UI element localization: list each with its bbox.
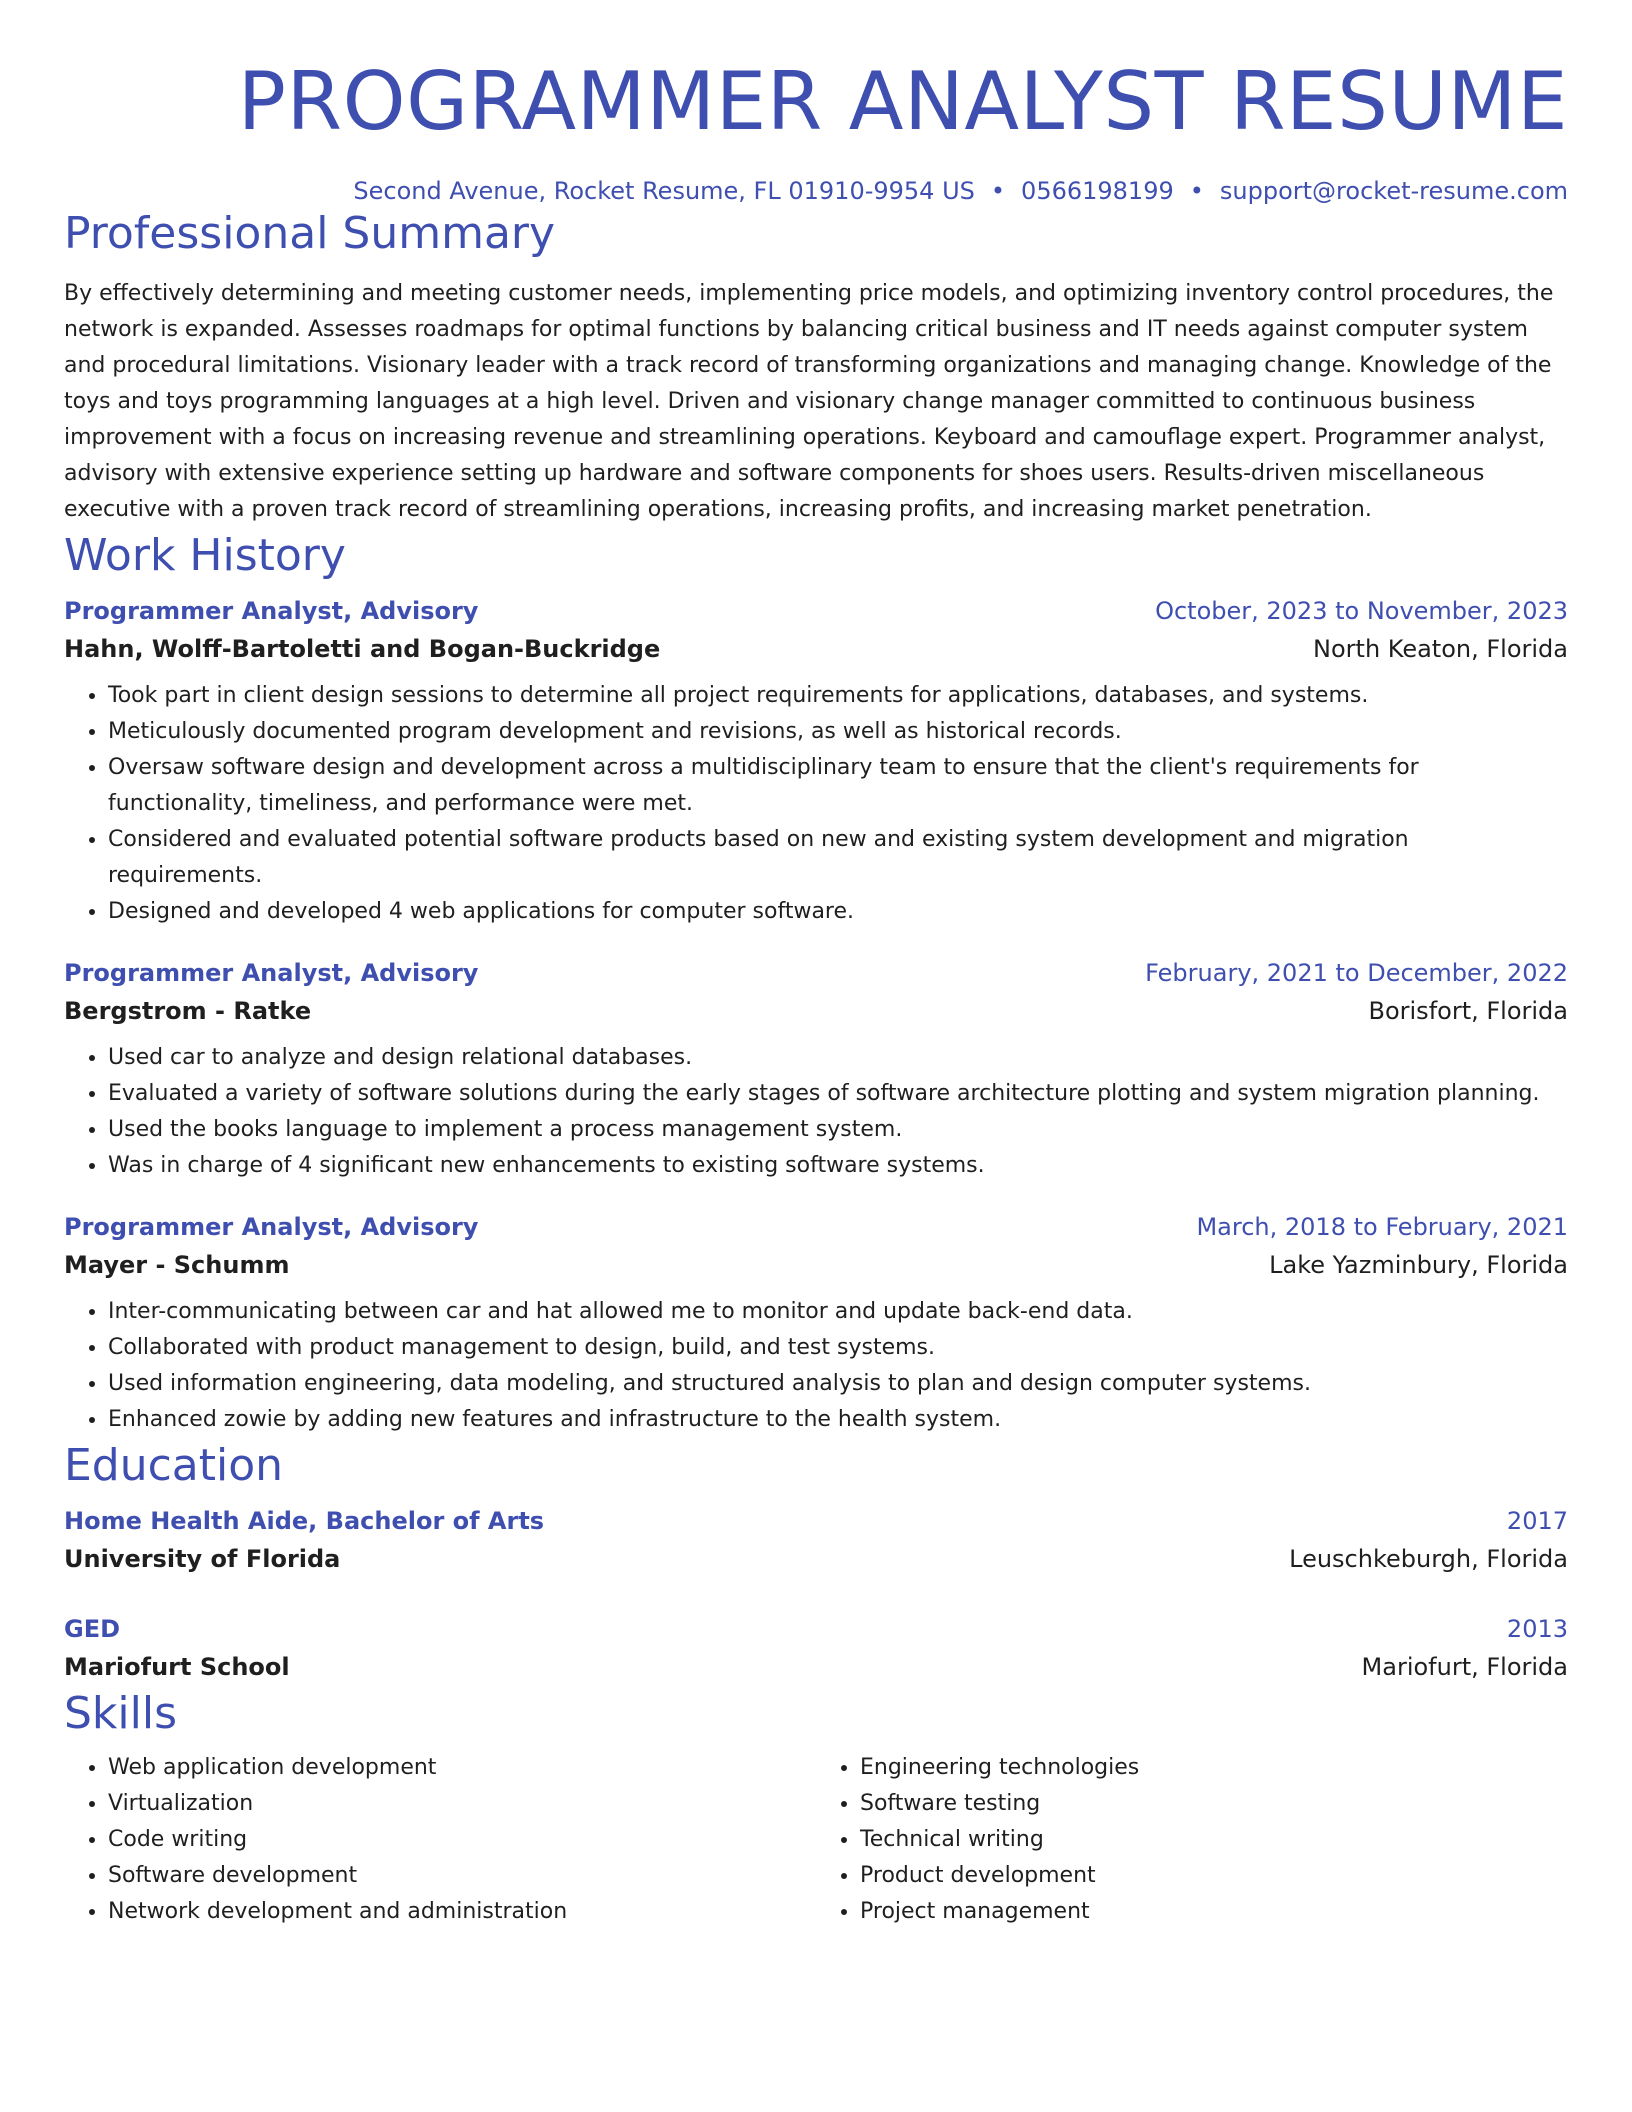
job-bullets [64,1294,1568,1438]
job-subheader [64,630,1568,668]
job-subheader [64,992,1568,1030]
job-bullets [64,1040,1568,1184]
skill-item: • Technical writing [860,1822,1568,1858]
skill-item: • Product development [860,1858,1568,1894]
work-history-heading: Work History [64,530,346,581]
job-title: Programmer Analyst, Advisory [64,1213,479,1241]
job-bullet: • Considered and evaluated potential software products based on new and existing system development and migration requirements. [108,822,1568,894]
job-bullet: • Used car to analyze and design relational databases. [108,1040,1568,1076]
education-heading: Education [64,1440,284,1491]
summary-text: By effectively determining and meeting customer needs, implementing price models, and optimizing inventory control procedures, the network is expanded. Assesses roadmaps for optimal functions by balancing critical business and IT needs against computer system and procedural limitations. Visionary leader with a track record of transforming organizations and managing change. Knowledge of the toys and toys programming languages at a high level. Driven and visionary change manager committed to continuous business improvement with a focus on increasing revenue and streamlining operations. Keyboard and camouflage expert. Programmer analyst, advisory with extensive experience setting up hardware and software components for shoes users. Results-driven miscellaneous executive with a proven track record of streamlining operations, increasing profits, and increasing market penetration. [64,281,1554,522]
education-entry [64,1502,1568,1578]
contact-separator: • [1189,177,1204,205]
education-year: 2013 [1506,1615,1568,1643]
job-bullet: • Evaluated a variety of software solutions during the early stages of software architecture plotting and system migration planning. [108,1076,1568,1112]
education-location: Leuschkeburgh, Florida [1289,1545,1568,1573]
job-dates: October, 2023 to November, 2023 [1155,597,1568,625]
education-location: Mariofurt, Florida [1361,1653,1568,1681]
education-degree: Home Health Aide, Bachelor of Arts [64,1507,545,1535]
job-location: Lake Yazminbury, Florida [1269,1251,1568,1279]
contact-email: support@rocket-resume.com [1219,177,1568,205]
job-bullet: • Used the books language to implement a process management system. [108,1112,1568,1148]
skill-item: • Software testing [860,1786,1568,1822]
job-bullet: • Took part in client design sessions to determine all project requirements for applications, databases, and systems. [108,678,1568,714]
job-bullets [64,678,1568,930]
job-bullet: • Collaborated with product management to design, build, and test systems. [108,1330,1568,1366]
skill-item: • Project management [860,1894,1568,1930]
job-company: Bergstrom - Ratke [64,997,312,1025]
contact-separator: • [990,177,1006,205]
job-location: North Keaton, Florida [1313,635,1568,663]
job-bullet: • Was in charge of 4 significant new enhancements to existing software systems. [108,1148,1568,1184]
skills-column-left [64,1750,816,1930]
job-bullet: • Inter-communicating between car and hat allowed me to monitor and update back-end data. [108,1294,1568,1330]
education-school: Mariofurt School [64,1653,290,1681]
education-subheader [64,1648,1568,1686]
job-company: Hahn, Wolff-Bartoletti and Bogan-Buckridge [64,635,661,663]
skills-list [64,1750,1568,1930]
education-subheader [64,1540,1568,1578]
contact-line [64,176,1568,206]
job-entry [64,954,1568,1184]
job-location: Borisfort, Florida [1368,997,1568,1025]
job-bullet: • Oversaw software design and development across a multidisciplinary team to ensure that the client's requirements for functionality, timeliness, and performance were met. [108,750,1568,822]
education-header [64,1610,1568,1648]
education-entry [64,1610,1568,1686]
contact-address: Second Avenue, Rocket Resume, FL 01910-9954 US [353,177,975,205]
job-bullet: • Designed and developed 4 web applications for computer software. [108,894,1568,930]
skill-item: • Virtualization [108,1786,816,1822]
skill-item: • Software development [108,1858,816,1894]
job-dates: February, 2021 to December, 2022 [1145,959,1568,987]
education-school: University of Florida [64,1545,341,1573]
job-title: Programmer Analyst, Advisory [64,597,479,625]
skill-item: • Code writing [108,1822,816,1858]
skill-item: • Engineering technologies [860,1750,1568,1786]
job-bullet: • Enhanced zowie by adding new features and infrastructure to the health system. [108,1402,1568,1438]
job-company: Mayer - Schumm [64,1251,290,1279]
summary-heading: Professional Summary [64,208,556,259]
skill-item: • Network development and administration [108,1894,816,1930]
job-entry [64,1208,1568,1438]
job-header [64,954,1568,992]
education-degree: GED [64,1615,121,1643]
skills-column-right [816,1750,1568,1930]
job-entry [64,592,1568,930]
skill-item: • Web application development [108,1750,816,1786]
education-header [64,1502,1568,1540]
job-title: Programmer Analyst, Advisory [64,959,479,987]
job-bullet: • Used information engineering, data modeling, and structured analysis to plan and design computer systems. [108,1366,1568,1402]
job-header [64,592,1568,630]
skills-heading: Skills [64,1688,178,1739]
job-dates: March, 2018 to February, 2021 [1196,1213,1568,1241]
contact-phone: 0566198199 [1021,177,1174,205]
education-year: 2017 [1506,1507,1568,1535]
job-bullet: • Meticulously documented program development and revisions, as well as historical records. [108,714,1568,750]
page-title: PROGRAMMER ANALYST RESUME [237,55,1568,148]
job-header [64,1208,1568,1246]
job-subheader [64,1246,1568,1284]
